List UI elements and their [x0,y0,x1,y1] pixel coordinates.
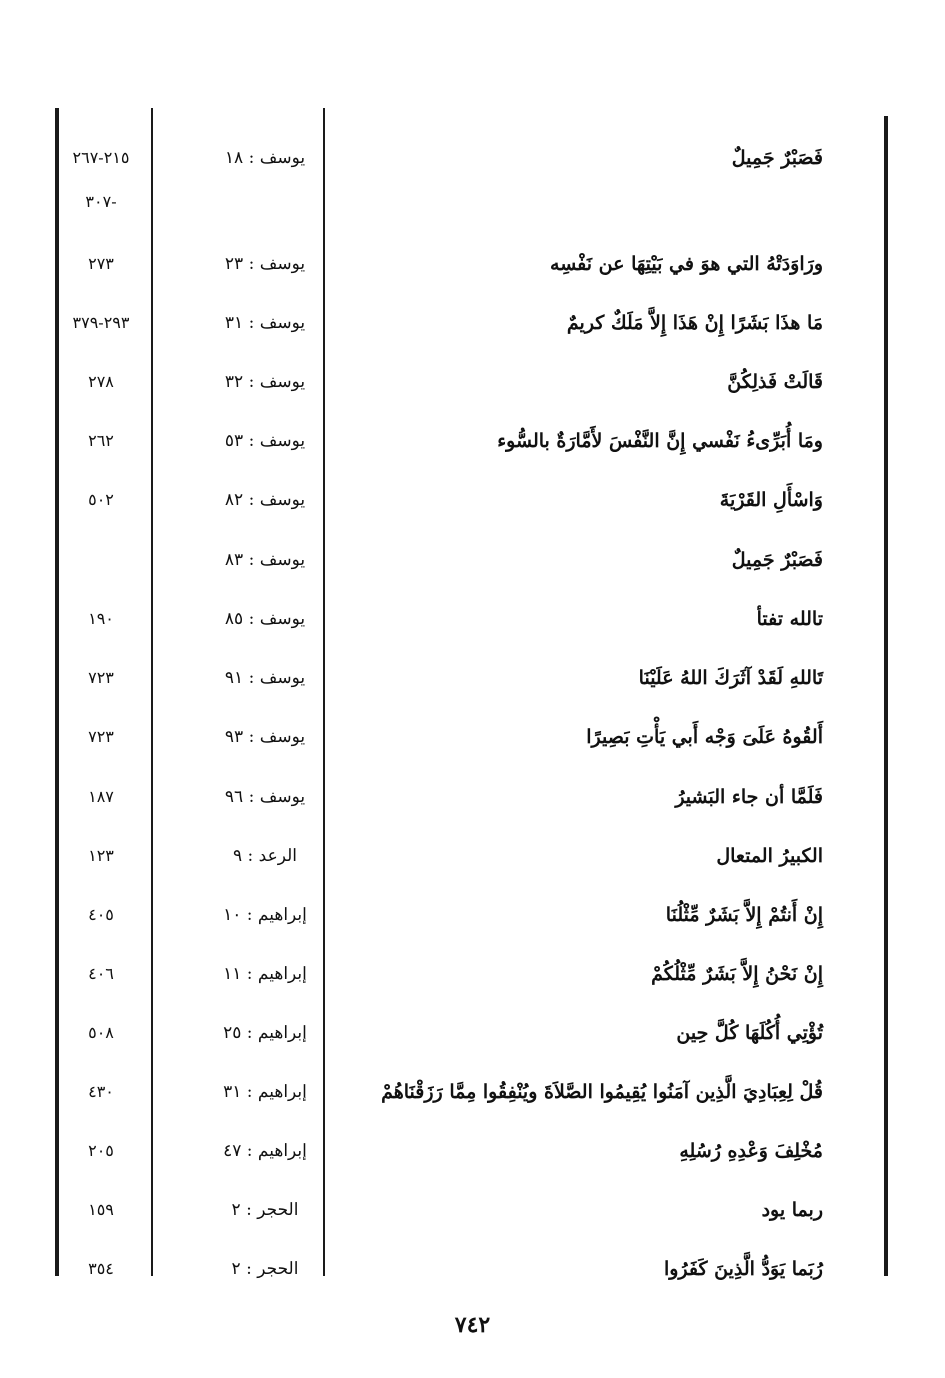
verse-text: الكبيرُ المتعال [716,845,823,867]
verse-text: مَا هذَا بَشَرًا إِنْ هَذَا إِلاَّ مَلَكٌ كريمٌ [566,312,823,334]
table-row [55,421,890,461]
page-references: ١٥٩ [88,1200,114,1219]
page-references: -٣٠٧ [85,192,117,211]
table-row [55,540,890,580]
surah-reference: الحجر : ٢ [231,1259,299,1279]
surah-reference: يوسف : ٩٦ [224,787,306,807]
table-row [55,138,890,178]
table-row [55,182,890,222]
surah-reference: يوسف : ١٨ [224,148,306,168]
table-row [55,1190,890,1230]
surah-reference [190,182,340,222]
verse-text: إِنْ نَحْنُ إِلاَّ بَشَرٌ مِّثْلُكُمْ [651,963,823,985]
page-references: ٥٠٢ [88,490,114,509]
table-row [55,244,890,284]
surah-reference: يوسف : ٨٣ [224,550,306,570]
table-row [55,777,890,817]
surah-reference: يوسف : ٨٥ [224,609,306,629]
verse-text: تَاللهِ لَقَدْ آثَرَكَ اللهُ عَلَيْنَا [638,667,823,689]
table-row [55,303,890,343]
verse-text: فَلَمَّا أن جاء البَشيرُ [675,786,823,808]
verse-text: ورَاوَدَتْهُ التي هوَ في بَيْتِهَا عن نَفْسِه [550,253,823,275]
verse-text: فَصَبْرٌ جَمِيلٌ [731,147,823,169]
table-row [55,1131,890,1171]
table-row [55,895,890,935]
surah-reference: يوسف : ٢٣ [224,254,306,274]
surah-reference: يوسف : ٩٣ [224,727,306,747]
table-row [55,717,890,757]
page-references: ٢١٥-٢٦٧ [72,148,130,167]
page-references [55,540,147,580]
page-references: ٧٢٣ [88,727,114,746]
surah-reference: يوسف : ٥٣ [224,431,306,451]
table-row [55,1013,890,1053]
page-references: ٧٢٣ [88,668,114,687]
surah-reference: إبراهيم : ٣١ [223,1082,307,1102]
page-references: ٣٥٤ [88,1259,114,1278]
surah-reference: يوسف : ٣٢ [224,372,306,392]
verse-text: فَصَبْرٌ جَمِيلٌ [731,549,823,571]
verse-text: أَلقُوهُ عَلَىَ وَجْه أَبي يَأْتِ بَصِيرًا [586,726,823,748]
verse-text: إِنْ أَنتُمْ إِلاَّ بَشَرٌ مِّثْلُنَا [665,904,823,926]
verse-text: رُبَما يَوَدُّ الَّذِينَ كَفَرُوا [663,1258,823,1280]
page-references: ١٨٧ [88,787,114,806]
surah-reference: يوسف : ٨٢ [224,490,306,510]
page-references: ١٢٣ [88,846,114,865]
surah-reference: يوسف : ٣١ [224,313,306,333]
verse-text: وَاسْأَلِ القَرْيَةَ [719,489,823,511]
surah-reference: الرعد : ٩ [232,846,298,866]
surah-reference: إبراهيم : ١٠ [223,905,307,925]
surah-reference: الحجر : ٢ [231,1200,299,1220]
verse-text: تُؤْتِي أُكُلَهَا كُلَّ حِين [676,1022,823,1044]
verse-text: قُلْ لِعِبَادِيَ الَّذِين آمَنُوا يُقِيمُوا الصَّلاَةَ ويُنْفِقُوا مِمَّا رَزَقْنَاهُمْ [381,1081,823,1103]
verse-text: قَالَتْ فَذلِكُنَّ [727,371,823,393]
verse-text: ربما يود [761,1199,823,1221]
surah-reference: إبراهيم : ١١ [223,964,307,984]
page-references: ٤٣٠ [88,1082,114,1101]
table-row [55,362,890,402]
surah-reference: إبراهيم : ٤٧ [223,1141,307,1161]
page-number: ٧٤٢ [454,1312,491,1338]
page-references: ٤٠٥ [88,905,114,924]
table-row [55,1249,890,1289]
page-references: ٢٦٢ [88,431,114,450]
table-row [55,836,890,876]
table-row [55,954,890,994]
page-references: ٢٧٣ [88,254,114,273]
table-row [55,658,890,698]
verse-text: ومَا أُبَرِّىءُ نَفْسي إِنَّ النَّفْسَ لأَمَّارَةٌ بالسُّوء [497,430,823,452]
page-references: ٢٠٥ [88,1141,114,1160]
page-references: ٥٠٨ [88,1023,114,1042]
surah-reference: يوسف : ٩١ [224,668,306,688]
page-references: ٤٠٦ [88,964,114,983]
verse-text: مُخْلِفَ وَعْدِهِ رُسُلِهِ [679,1140,823,1162]
page-references: ٢٧٨ [88,372,114,391]
table-row [55,480,890,520]
table-row [55,599,890,639]
surah-reference: إبراهيم : ٢٥ [223,1023,307,1043]
page-references: ٢٩٣-٣٧٩ [72,313,130,332]
page-references: ١٩٠ [88,609,114,628]
verse-text: تالله تفتأ [756,608,823,630]
table-row [55,1072,890,1112]
